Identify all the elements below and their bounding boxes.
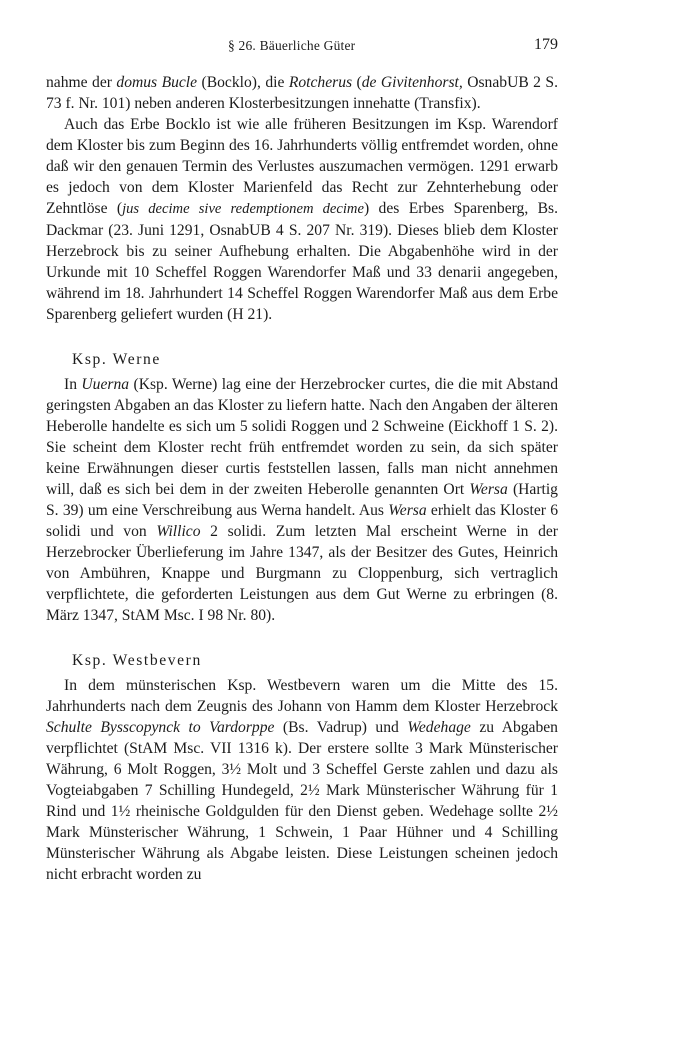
paragraph-werne: [46, 374, 558, 626]
text-run: 2 solidi. Zum letzten Mal erscheint Werne in der Herzebrocker Überlieferung im Jahre 1347, als der Besitzer des Gutes, Heinrich von Ambühren, Knappe und Burgmann zu Cloppenburg, sich vertraglich verpflichtete, die geforderten Leistungen aus dem Gut Werne zu erbringen (8. März 1347, StAM Msc. I 98 Nr. 80).: [46, 523, 558, 624]
text-run: nahme der: [46, 74, 117, 91]
latin-term: domus Bucle: [116, 74, 198, 91]
text-run: In: [64, 376, 82, 393]
text-run: (Bocklo), die: [197, 74, 289, 91]
text-run: (: [352, 74, 362, 91]
body-text: [46, 72, 558, 885]
latin-term: Willico: [156, 523, 201, 540]
text-run: In dem münsterischen Ksp. Westbevern waren um die Mitte des 15. Jahrhunderts nach dem Zeugnis des Johann von Hamm dem Kloster Herzebrock: [46, 677, 558, 715]
latin-term: jus decime sive redemptionem decime: [122, 201, 364, 217]
page-number: 179: [534, 36, 558, 53]
latin-term: Wersa: [469, 481, 508, 498]
latin-term: de Givitenhorst,: [361, 74, 463, 91]
text-run: zu Abgaben verpflichtet (StAM Msc. VII 1316 k). Der erstere sollte 3 Mark Münsterischer Währung, 6 Molt Roggen, 3½ Molt und 3 Scheffel Gerste zahlen und dazu als Vogteiabgaben 7 Schilling Hundegeld, 2½ Mark Münsterischer Währung für 1 Rind und 1½ rheinische Goldgulden für den Dienst geben. Wedehage sollte 2½ Mark Münsterischer Währung, 1 Schwein, 1 Paar Hühner und 4 Schilling Münsterischer Währung als Abgabe leisten. Diese Leistungen scheinen jedoch nicht erbracht worden zu: [46, 719, 558, 883]
text-run: (Hartig S. 39) um eine Verschreibung aus Werna handelt. Aus: [46, 481, 558, 519]
text-run: (Bs. Vadrup) und: [274, 719, 408, 736]
latin-term: Schulte Bysscopynck to Vardorppe: [46, 719, 275, 736]
text-run: OsnabUB 2 S. 73 f. Nr. 101) neben anderen Klosterbesitzungen innehatte (Transfix).: [46, 74, 559, 112]
latin-term: Rotcherus: [288, 74, 353, 91]
text-run: ) des Erbes Sparenberg, Bs. Dackmar (23. Juni 1291, OsnabUB 4 S. 207 Nr. 319). Dieses blieb dem Kloster Herzebrock bis zu seiner Aufhebung erhalten. Die Abgabenhöhe wird in der Urkunde mit 10 Scheffel Roggen Warendorfer Maß und 33 denarii angegeben, während im 18. Jahrhundert 14 Scheffel Roggen Warendorfer Maß aus dem Erbe Sparenberg geliefert wurden (H 21).: [46, 200, 558, 323]
latin-term: Wedehage: [407, 719, 471, 736]
running-title: § 26. Bäuerliche Güter: [228, 38, 356, 53]
paragraph-bocklo: [46, 114, 558, 325]
paragraph-bocklo-continued: [46, 72, 558, 114]
text-run: Auch das Erbe Bocklo ist wie alle früheren Besitzungen im Ksp. Warendorf dem Kloster bis zum Beginn des 16. Jahrhunderts völlig entfremdet worden, ohne daß wir den genauen Termin des Verlustes auszumachen vermögen. 1291 erwarb es jedoch von dem Kloster Marienfeld das Recht zur Zehnterhebung oder Zehntlöse (: [46, 116, 558, 217]
text-run: erhielt das Kloster 6 solidi und von: [46, 502, 558, 540]
latin-term: Wersa: [388, 502, 427, 519]
paragraph-westbevern: [46, 675, 558, 885]
section-heading-werne: Ksp. Werne: [72, 351, 161, 368]
text-run: (Ksp. Werne) lag eine der Herzebrocker curtes, die die mit Abstand geringsten Abgaben an das Kloster zu liefern hatte. Nach den Angaben der älteren Heberolle handelte es sich um 5 solidi Roggen und 2 Schweine (Eickhoff 1 S. 2). Sie scheint dem Kloster recht früh entfremdet worden zu sein, da sich später keine Erwähnungen dieser curtis feststellen lassen, falls man nicht annehmen will, daß es sich bei dem in der zweiten Heberolle genannten Ort: [46, 376, 559, 498]
running-head: [0, 38, 700, 60]
latin-term: Uuerna: [81, 376, 130, 393]
section-heading-westbevern: Ksp. Westbevern: [72, 652, 202, 669]
